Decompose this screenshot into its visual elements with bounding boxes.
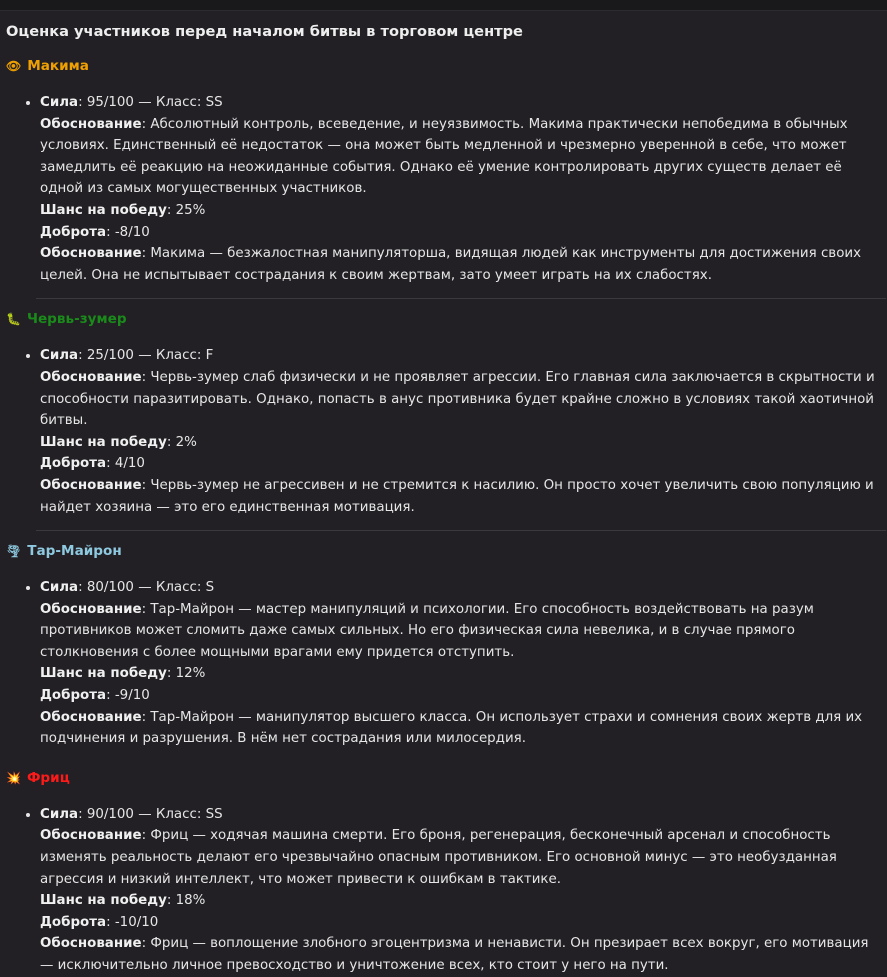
list-item [40,92,881,286]
section-divider [36,298,886,299]
reason-line: Обоснование: Абсолютный контроль, всеведение, и неуязвимость. Макима практически непобедима в обычных условиях. Единственный её недостаток — она может быть медленной и чрезмерно уверенной в себе, что может замедлить её реакцию на неожиданные события. Однако её умение контролировать других существ делает её одной из самых могущественных участников. [40,116,848,197]
participant-section [6,311,881,518]
list-item [40,804,881,977]
participant-heading [6,770,881,786]
participant-heading [6,311,881,327]
chance-line: Шанс на победу: 25% [40,202,206,218]
participant-heading [6,543,881,559]
kindness-line: Доброта: -9/10 [40,688,150,704]
eye-icon: 👁 [6,59,22,73]
participant-name: Макима [27,58,89,74]
reason-line: Обоснование: Червь-зумер слаб физически и не проявляет агрессии. Его главная сила заключается в скрытности и способности паразитировать. Однако, попасть в анус противника будет крайне сложно в условиях такой хаотичной битвы. [40,369,875,429]
reason-line: Обоснование: Тар-Майрон — мастер манипуляций и психологии. Его способность воздействовать на разум противников может сломить даже самых сильных. Но его физическая сила невелика, и в случае прямого столкновения с более мощными врагами ему придется отступить. [40,601,814,660]
collision-icon: 💥 [6,770,21,785]
bug-icon: 🐛 [6,312,21,327]
strength-line: • Сила: 95/100 — Класс: SS [40,95,223,110]
chance-line: Шанс на победу: 18% [40,893,206,909]
kindness-line: Доброта: -8/10 [40,224,150,240]
kindness-reason-line: Обоснование: Тар-Майрон — манипулятор высшего класса. Он использует страхи и сомнения своих жертв для их подчинения и разрушения. В нём нет сострадания или милосердия. [40,709,863,747]
kindness-reason-line: Обоснование: Червь-зумер не агрессивен и не стремится к насилию. Он просто хочет увеличить свою популяцию и найдет хозяина — это его единственная мотивация. [40,477,874,515]
kindness-reason-line: Обоснование: Макима — безжалостная манипуляторша, видящая людей как инструменты для достижения своих целей. Она не испытывает сострадания к своим жертвам, зато умеет играть на их слабостях. [40,246,862,283]
participant-details [6,345,881,518]
chance-line: Шанс на победу: 2% [40,434,197,450]
participant-name: Червь-зумер [26,311,127,328]
participant-name: Тар-Майрон [27,543,122,560]
section-gap [6,750,881,770]
list-item [40,577,881,750]
page-title: Оценка участников перед началом битвы в торговом центре [6,23,523,40]
chance-line: Шанс на победу: 12% [40,666,206,682]
participant-details [6,577,881,750]
reason-line: Обоснование: Фриц — ходячая машина смерти. Его броня, регенерация, бесконечный арсенал и способность изменять реальность делают его чрезвычайно опасным противником. Его основной минус — это необузданная агрессия и низкий интеллект, что может привести к ошибкам в тактике. [40,828,837,887]
kindness-reason-line: Обоснование: Фриц — воплощение злобного эгоцентризма и ненависти. Он презирает всех вокруг, его мотивация — исключительно личное превосходство и уничтожение всех, кто стоит у него на пути. [40,936,869,973]
participant-details [6,804,881,977]
message-content [0,11,887,977]
tornado-icon: 🌪 [6,544,22,559]
participant-details [6,92,881,286]
kindness-line: Доброта: -10/10 [40,914,159,930]
strength-line: • Сила: 90/100 — Класс: SS [40,806,223,822]
participant-section [6,58,881,286]
participant-heading [6,58,881,74]
kindness-line: Доброта: 4/10 [40,456,145,472]
participant-section [6,770,881,977]
participant-name: Фриц [26,769,70,786]
top-toolbar [0,0,887,11]
participant-section [6,543,881,750]
section-divider [36,530,886,531]
list-item [40,345,881,518]
strength-line: • Сила: 80/100 — Класс: S [40,580,215,596]
strength-line: • Сила: 25/100 — Класс: F [40,348,214,364]
